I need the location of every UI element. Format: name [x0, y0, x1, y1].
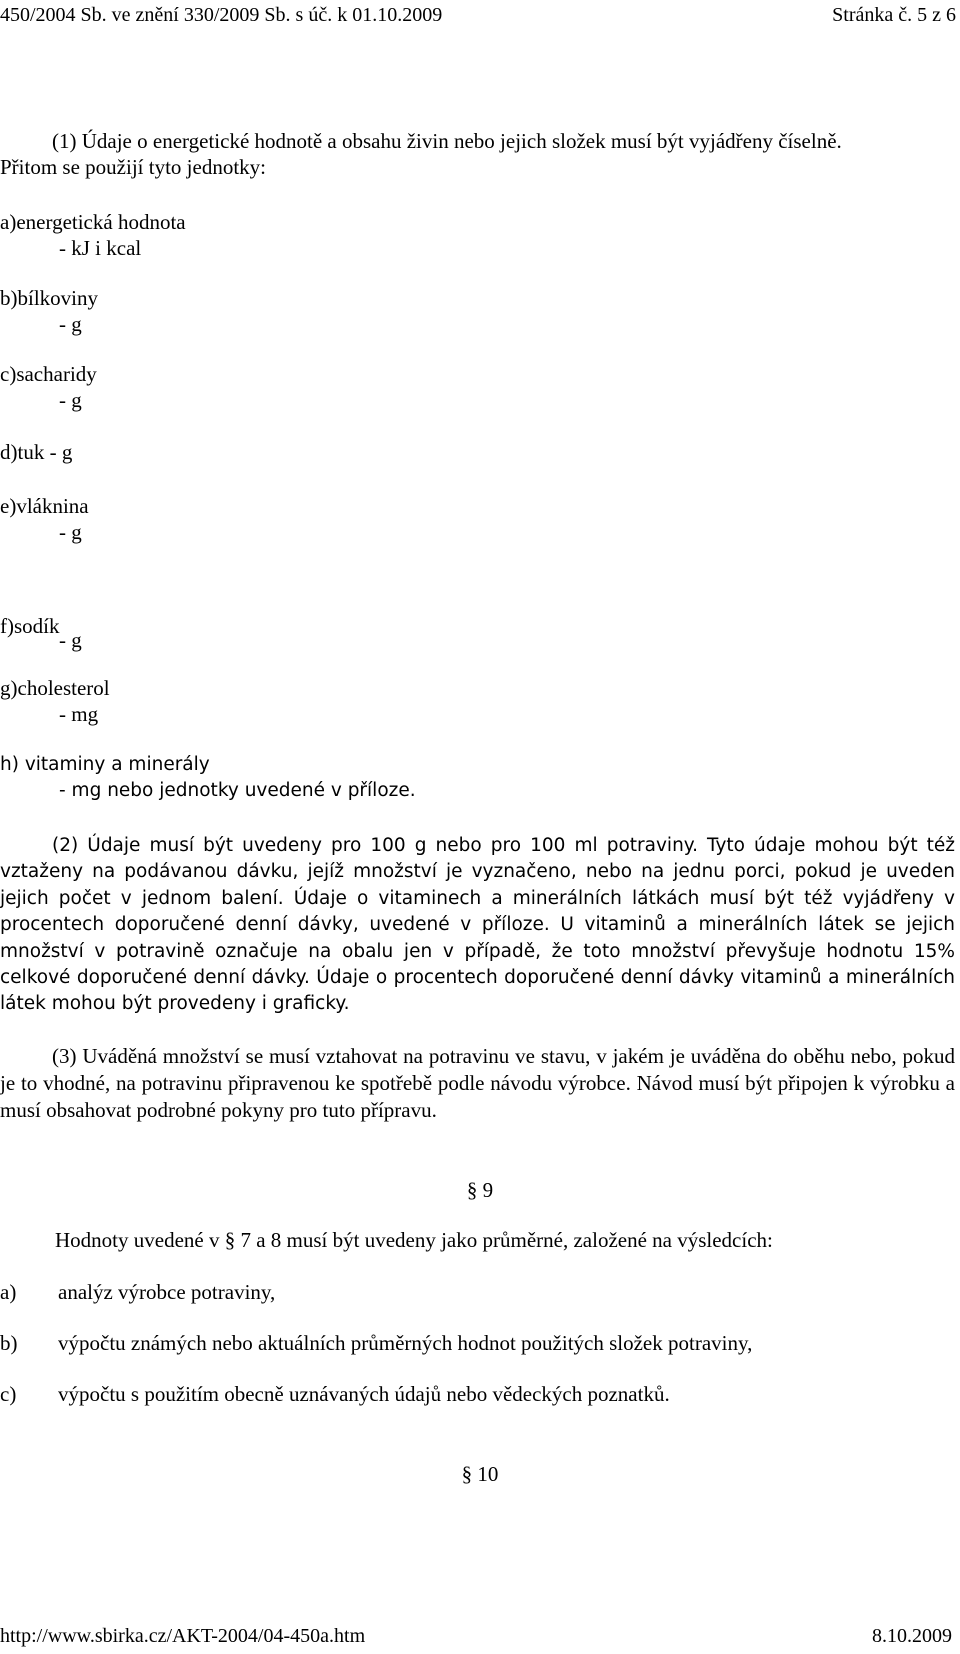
para3	[0, 1043, 955, 1124]
list-item-b: výpočtu známých nebo aktuálních průměrných hodnot použitých složek potraviny,	[58, 1331, 753, 1355]
unit-f-label: f)sodík	[0, 614, 60, 638]
unit-f-value: - g	[59, 628, 82, 652]
list-item-c: výpočtu s použitím obecně uznávaných údajů nebo vědeckých poznatků.	[58, 1382, 670, 1406]
list-marker-a: a)	[0, 1280, 17, 1304]
unit-a-value: - kJ i kcal	[59, 236, 142, 260]
list-item-a: analýz výrobce potraviny,	[58, 1280, 276, 1304]
unit-b-label: b)bílkoviny	[0, 286, 98, 310]
unit-a-label: a)energetická hodnota	[0, 210, 186, 234]
unit-h-value: - mg nebo jednotky uvedené v příloze.	[59, 780, 416, 801]
para2-text: (2) Údaje musí být uvedeny pro 100 g nebo pro 100 ml potraviny. Tyto údaje mohou být též vztaženy na podávanou dávku, jejíž množství je vyznačeno, nebo na jednu porci, pokud je uveden jejich počet v jednom balení. Údaje o vitaminech a minerálních látkách musí být též vyjádřeny v procentech doporučené denní dávky, uvedené v příloze. U vitaminů a minerálních látek se jejich množství v potravině označuje na obalu jen v případě, že toto množství převyšuje hodnotu 15% celkové doporučené denní dávky. Údaje o procentech doporučené denní dávky vitaminů a minerálních látek mohou být provedeny i graficky.	[0, 835, 955, 1015]
unit-e-value: - g	[59, 520, 82, 544]
section-9-intro: Hodnoty uvedené v § 7 a 8 musí být uvedeny jako průměrné, založené na výsledcích:	[55, 1228, 773, 1252]
list-marker-b: b)	[0, 1331, 18, 1355]
header-page-number: Stránka č. 5 z 6	[832, 4, 956, 26]
unit-e-label: e)vláknina	[0, 494, 89, 518]
para1-line2: Přitom se použijí tyto jednotky:	[0, 155, 266, 179]
section-10-heading: § 10	[461, 1462, 499, 1486]
header-document-ref: 450/2004 Sb. ve znění 330/2009 Sb. s úč. k 01.10.2009	[0, 4, 443, 26]
footer-url[interactable]: http://www.sbirka.cz/AKT-2004/04-450a.htm	[0, 1625, 366, 1647]
unit-g-value: - mg	[59, 702, 99, 726]
unit-c-value: - g	[59, 388, 82, 412]
para2	[0, 833, 955, 1018]
list-marker-c: c)	[0, 1382, 17, 1406]
unit-b-value: - g	[59, 312, 82, 336]
unit-g-label: g)cholesterol	[0, 676, 110, 700]
unit-c-label: c)sacharidy	[0, 362, 97, 386]
section-9-heading: § 9	[466, 1178, 494, 1202]
unit-d-line: d)tuk - g	[0, 440, 73, 464]
para1-line1: (1) Údaje o energetické hodnotě a obsahu živin nebo jejich složek musí být vyjádřeny číselně.	[52, 129, 842, 153]
para3-text: (3) Uváděná množství se musí vztahovat na potravinu ve stavu, v jakém je uváděna do oběhu nebo, pokud je to vhodné, na potravinu připravenou ke spotřebě podle návodu výrobce. Návod musí být připojen k výrobku a musí obsahovat podrobné pokyny pro tuto přípravu.	[0, 1044, 955, 1122]
unit-h-label: h) vitaminy a minerály	[0, 754, 210, 775]
footer-date: 8.10.2009	[872, 1625, 952, 1647]
